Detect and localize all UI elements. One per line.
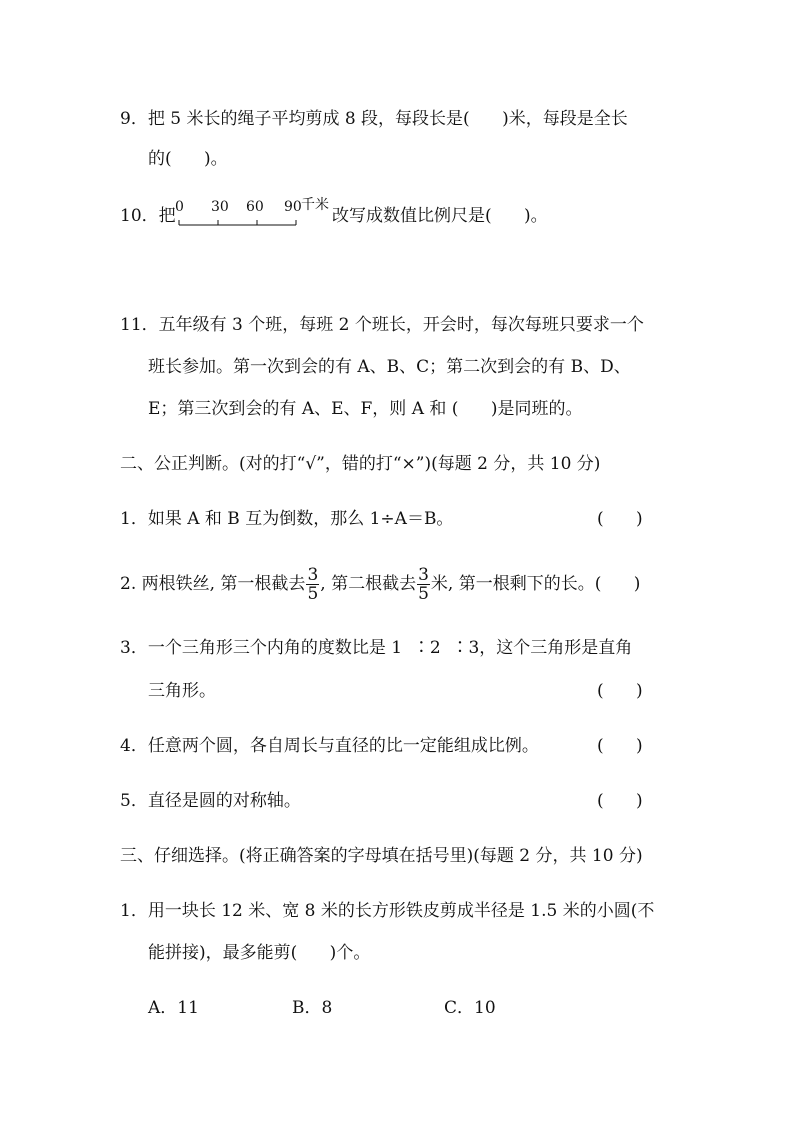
s2-q5-text: 5．直径是圆的对称轴。: [120, 791, 301, 811]
s3-q1-line-2: 能拼接)，最多能剪( )个。: [148, 943, 371, 963]
scale-label-60: 60: [246, 199, 264, 215]
s2-q2-part3: 米, 第一根剩下的长。: [430, 574, 595, 594]
s2-q5-blank: ( ): [597, 791, 643, 811]
s3-q1-line-1: 1．用一块长 12 米、宽 8 米的长方形铁皮剪成半径是 1.5 米的小圆(不: [120, 901, 655, 921]
s2-q3-line-2: 三角形。: [148, 681, 216, 701]
section-2-heading: 二、公正判断。(对的打“√”，错的打“×”)(每题 2 分，共 10 分): [120, 454, 601, 474]
s2-q4-text: 4．任意两个圆，各自周长与直径的比一定能组成比例。: [120, 736, 539, 756]
line-scale-figure: [175, 197, 338, 234]
s2-q1-blank: ( ): [597, 509, 643, 529]
s3-q1-option-c: C．10: [444, 998, 496, 1018]
scale-unit-label: 千米: [301, 197, 329, 213]
s3-q1-option-b: B．8: [292, 998, 333, 1018]
s2-q3-blank: ( ): [597, 681, 643, 701]
s2-q4-blank: ( ): [597, 736, 643, 756]
q11-line-2: 班长参加。第一次到会的有 A、B、C；第二次到会的有 B、D、: [148, 357, 631, 377]
fraction-three-fifths: $\frac{3}{5}$: [307, 565, 319, 604]
s2-q2-part2: , 第二根截去: [320, 574, 417, 594]
q10-prefix: 10．把: [120, 206, 176, 226]
q11-line-1: 11．五年级有 3 个班，每班 2 个班长，开会时，每次每班只要求一个: [120, 315, 644, 335]
scale-label-30: 30: [211, 199, 229, 215]
q10-suffix: 改写成数值比例尺是( )。: [332, 206, 548, 226]
s3-q1-option-a: A．11: [148, 998, 199, 1018]
s2-q3-line-1: 3．一个三角形三个内角的度数比是 1 ∶2 ∶3，这个三角形是直角: [120, 638, 633, 658]
s2-q2-line: [120, 564, 640, 604]
s2-q1-text: 1．如果 A 和 B 互为倒数，那么 1÷A＝B。: [120, 509, 454, 529]
q9-line-2: 的( )。: [148, 149, 228, 169]
section-3-heading: 三、仔细选择。(将正确答案的字母填在括号里)(每题 2 分，共 10 分): [120, 846, 643, 866]
q9-line-1: 9．把 5 米长的绳子平均剪成 8 段，每段长是( )米，每段是全长: [120, 109, 628, 129]
scale-bar: [178, 220, 304, 226]
s2-q2-blank: ( ): [594, 574, 641, 594]
q11-line-3: E；第三次到会的有 A、E、F，则 A 和 ( )是同班的。: [148, 399, 583, 419]
s2-q2-part1: 2. 两根铁丝, 第一根截去: [120, 574, 306, 594]
scale-label-90: 90: [284, 199, 302, 215]
scale-label-0: 0: [175, 199, 184, 215]
fraction-three-fifths-2: $\frac{3}{5}$: [418, 565, 429, 604]
